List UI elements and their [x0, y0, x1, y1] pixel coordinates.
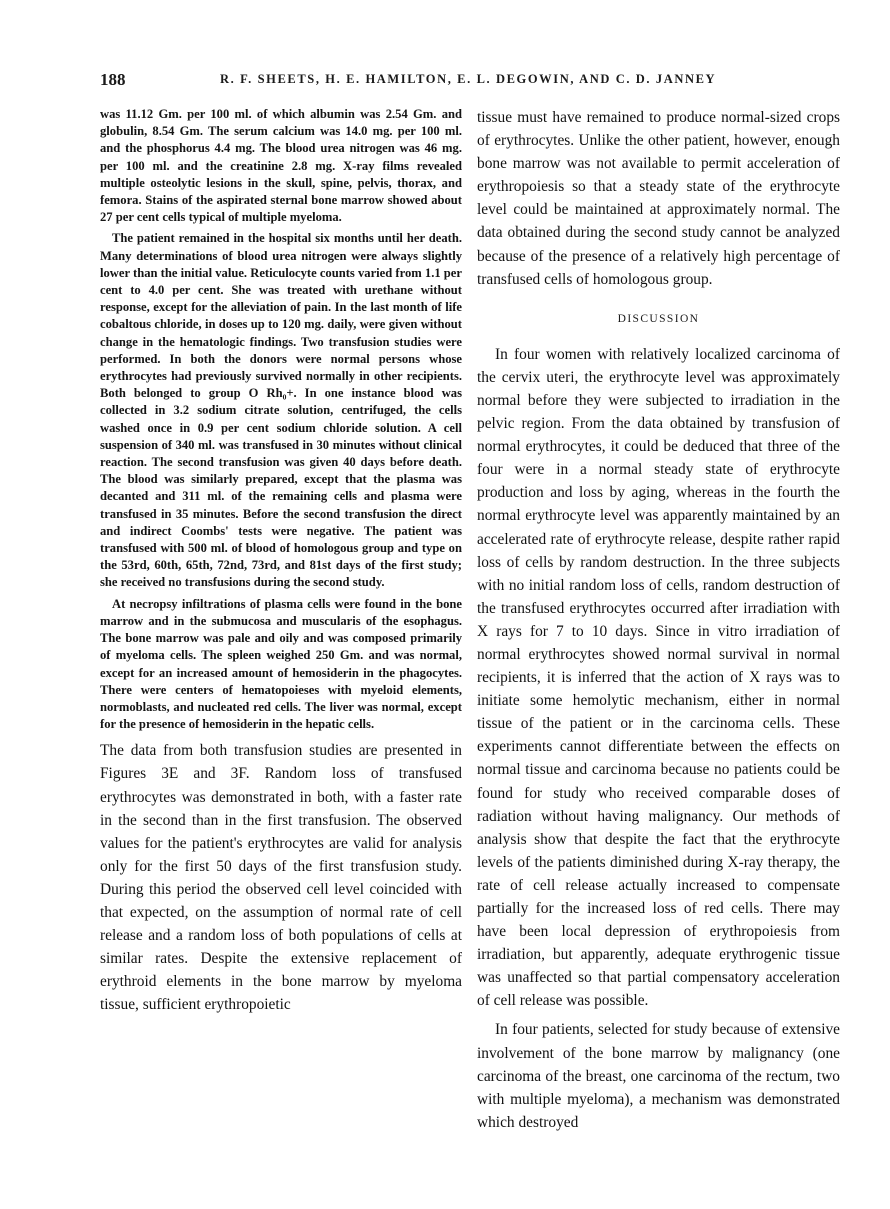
discussion-paragraph-1: In four women with relatively localized carcinoma of the cervix uteri, the erythrocyte level was approximately normal before they were subjected to irradiation in the pelvic region. From the data obtained by transfusion of normal erythrocytes, it could be deduced that three of the four were in a normal steady state of erythrocyte production and loss by aging, whereas in the fourth the normal erythrocyte level was apparently maintained by an accelerated rate of erythrocyte release, despite rather rapid loss of cells by random destruction. In the three subjects with no initial random loss of cells, random destruction of the transfused erythrocytes occurred after irradiation with X rays for 7 to 10 days. Since in vitro irradiation of normal erythrocytes showed normal survival in normal recipients, it is inferred that the action of X rays was to initiate some hemolytic mechanism, either in normal tissue of the patient or in the carcinoma cells. These experiments cannot differentiate between the effects on normal tissue and carcinoma because no patients could be found for study who received comparable doses of radiation without having malignancy. Our methods of analysis show that despite the fact that the erythrocyte levels of the patients diminished during X-ray therapy, the rate of cell release actually increased to compensate partially for the increased loss of red cells. There may have been local depression of erythropoiesis from irradiation, but apparently, adequate erythrogenic tissue was unaffected so that partial compensatory acceleration of cell release was possible. [477, 345, 840, 1010]
page-number: 188 [100, 70, 126, 89]
discussion-heading: DISCUSSION [617, 312, 700, 325]
discussion-paragraph-2: In four patients, selected for study because of extensive involvement of the bone marrow by malignancy (one carcinoma of the breast, one carcinoma of the rectum, two with multiple myeloma), a mechanism was demonstrated which destroyed [477, 1021, 840, 1131]
transfusion-data-paragraph: The data from both transfusion studies are presented in Figures 3E and 3F. Random loss of transfused erythrocytes was demonstrated in both, with a faster rate in the second than in the first transfusion. The observed values for the patient's erythrocytes are valid for analysis only for the first 50 days of the first transfusion study. During this period the observed cell level coincided with that expected, on the assumption of normal rate of cell release and a random loss of both populations of cells at similar rates. Despite the extensive replacement of erythroid elements in the bone marrow by myeloma tissue, sufficient erythropoietic [100, 742, 462, 1014]
continuation-paragraph: tissue must have remained to produce normal-sized crops of erythrocytes. Unlike the other patient, however, enough bone marrow was not available to permit acceleration of erythropoiesis so that a steady state of the erythrocyte level could be maintained at approximately normal. The data obtained during the second study cannot be analyzed because of the presence of a relatively high percentage of transfused cells of homologous group. [477, 109, 840, 288]
case-report-paragraph-1: was 11.12 Gm. per 100 ml. of which albumin was 2.54 Gm. and globulin, 8.54 Gm. The serum calcium was 14.0 mg. per 100 ml. and the phosphorus 4.4 mg. The blood urea nitrogen was 46 mg. per 100 ml. and the creatinine 2.8 mg. X-ray films revealed multiple osteolytic lesions in the skull, spine, pelvis, thorax, and femora. Stains of the aspirated sternal bone marrow showed about 27 per cent cells typical of multiple myeloma. [100, 107, 462, 225]
case-report-paragraph-2: The patient remained in the hospital six months until her death. Many determinations of blood urea nitrogen were always slightly lower than the initial value. Reticulocyte counts varied from 1.1 per cent to 4.0 per cent. She was treated with urethane without response, except for the alleviation of pain. In the last month of life cobaltous chloride, in doses up to 120 mg. daily, were given without change in the hematologic findings. Two transfusion studies were performed. In both the donors were normal persons whose erythrocytes had previously survived normally in other recipients. Both belonged to group O Rh₀+. In one instance blood was collected in 3.2 sodium citrate solution, centrifuged, the cells washed once in 0.9 per cent sodium chloride solution. A cell suspension of 340 ml. was transfused in 30 minutes without clinical reaction. The second transfusion was given 40 days before death. The blood was similarly prepared, except that the plasma was decanted and 311 ml. of the remaining cells and plasma were transfused in 35 minutes. Before the second transfusion the direct and indirect Coombs' tests were negative. The patient was transfused with 500 ml. of blood of homologous group and type on the 53rd, 60th, 65th, 72nd, 73rd, and 81st days of the first study; she received no transfusions during the second study. [100, 231, 462, 590]
necropsy-paragraph: At necropsy infiltrations of plasma cells were found in the bone marrow and in the submucosa and muscularis of the esophagus. The bone marrow was pale and oily and was composed primarily of myeloma cells. The spleen weighed 250 Gm. and was normal, except for an increased amount of hemosiderin in the phagocytes. There were centers of hematopoieses with myeloid elements, normoblasts, and nucleated red cells. The liver was normal, except for the presence of hemosiderin in the hepatic cells. [100, 596, 462, 732]
running-head-authors: R. F. SHEETS, H. E. HAMILTON, E. L. DEGOWIN, AND C. D. JANNEY [220, 72, 717, 86]
page-header [100, 70, 840, 92]
right-column [477, 106, 840, 1134]
left-column [100, 106, 462, 1016]
